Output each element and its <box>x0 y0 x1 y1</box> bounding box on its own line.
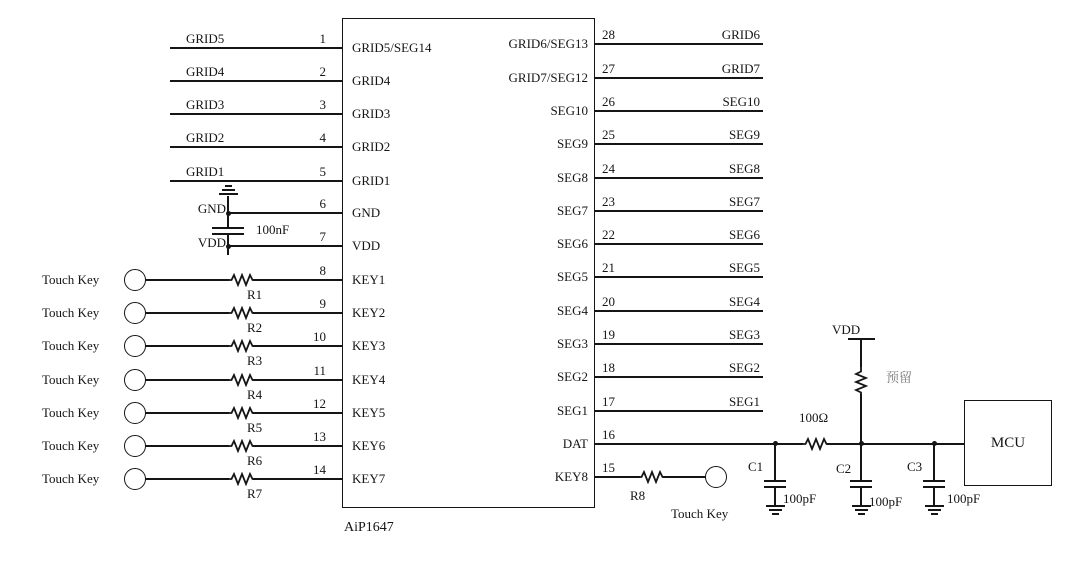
wire <box>595 143 763 145</box>
pullup-note-label: 预留 <box>886 370 913 385</box>
pin-number: 7 <box>319 229 326 244</box>
wire <box>595 410 763 412</box>
wire <box>595 476 640 478</box>
pin-inner-label: GRID6/SEG13 <box>508 36 588 51</box>
pullup-resistor-icon <box>854 367 868 395</box>
pin-outer-label: GRID3 <box>186 97 225 112</box>
resistor-label: R8 <box>630 488 646 503</box>
pin-number: 14 <box>313 462 326 477</box>
capacitor-value-label: 100pF <box>783 491 817 506</box>
pin-number: 19 <box>602 327 615 342</box>
pin-number: 2 <box>319 64 326 79</box>
resistor-label: R4 <box>247 387 263 402</box>
wire <box>933 444 935 480</box>
junction-dot <box>226 244 231 249</box>
pin-number: 1 <box>319 31 326 46</box>
wire <box>145 279 229 281</box>
pin-outer-label: SEG6 <box>728 227 760 242</box>
resistor-icon <box>227 273 255 287</box>
junction-dot <box>226 211 231 216</box>
wire <box>595 310 763 312</box>
pin-number: 12 <box>313 396 326 411</box>
pin-inner-label: GRID5/SEG14 <box>352 40 432 55</box>
wire <box>145 312 229 314</box>
pin-inner-label: GRID1 <box>352 173 391 188</box>
wire <box>228 245 342 247</box>
pin-outer-label: SEG8 <box>728 161 760 176</box>
wire <box>170 180 342 182</box>
pin-inner-label: SEG3 <box>556 336 588 351</box>
capacitor-name-label: C2 <box>836 461 852 476</box>
touch-key-label: Touch Key <box>671 506 729 521</box>
wire <box>933 488 935 505</box>
pin-number: 20 <box>602 294 615 309</box>
resistor-icon <box>637 470 665 484</box>
pin-number: 3 <box>319 97 326 112</box>
mcu-box <box>964 400 1052 486</box>
resistor-icon <box>227 306 255 320</box>
dat-wire <box>827 443 964 445</box>
pin-inner-label: SEG4 <box>556 303 588 318</box>
touch-key-circle <box>124 335 146 357</box>
pin-number: 10 <box>313 329 326 344</box>
pin-inner-label: GRID4 <box>352 73 391 88</box>
touch-key-circle <box>124 402 146 424</box>
wire <box>145 445 229 447</box>
pin-number: 17 <box>602 394 615 409</box>
pin-number: 23 <box>602 194 615 209</box>
touch-key-label: Touch Key <box>42 305 100 320</box>
pin-number: 8 <box>319 263 326 278</box>
resistor-label: R2 <box>247 320 263 335</box>
wire <box>860 339 862 367</box>
pin-number: 27 <box>602 61 615 76</box>
pin-number: 16 <box>602 427 615 442</box>
resistor-icon <box>227 472 255 486</box>
touch-key-label: Touch Key <box>42 438 100 453</box>
touch-key-circle <box>124 468 146 490</box>
wire <box>253 478 342 480</box>
pin-number: 25 <box>602 127 615 142</box>
resistor-label: R6 <box>247 453 263 468</box>
pin-outer-label: SEG5 <box>728 260 760 275</box>
pin-inner-label: GND <box>352 205 381 220</box>
pin-inner-label: GRID2 <box>352 139 391 154</box>
resistor-icon <box>227 339 255 353</box>
wire <box>253 379 342 381</box>
pin-inner-label: KEY4 <box>352 372 386 387</box>
mcu-label: MCU <box>990 434 1026 451</box>
series-resistor-icon <box>801 437 829 451</box>
touch-key-circle <box>124 269 146 291</box>
pin-inner-label: SEG8 <box>556 170 588 185</box>
resistor-icon <box>227 439 255 453</box>
pin-number: 4 <box>319 130 326 145</box>
wire <box>145 379 229 381</box>
ic-name-label: AiP1647 <box>344 520 394 535</box>
touch-key-label: Touch Key <box>42 338 100 353</box>
pin-inner-label: SEG1 <box>556 403 588 418</box>
pin-inner-label: DAT <box>562 436 588 451</box>
pin-number: 11 <box>313 363 326 378</box>
wire <box>145 345 229 347</box>
wire <box>253 279 342 281</box>
wire <box>595 110 763 112</box>
touch-key-label: Touch Key <box>42 272 100 287</box>
wire <box>595 243 763 245</box>
touch-key-label: Touch Key <box>42 405 100 420</box>
pin-outer-label: SEG9 <box>728 127 760 142</box>
wire <box>860 394 862 444</box>
wire <box>860 444 862 480</box>
vdd-net-label: VDD <box>197 235 226 250</box>
resistor-label: R3 <box>247 353 263 368</box>
wire <box>145 412 229 414</box>
pin-outer-label: GRID2 <box>186 130 225 145</box>
wire <box>145 478 229 480</box>
pin-inner-label: KEY7 <box>352 471 386 486</box>
dat-wire <box>595 443 803 445</box>
wire <box>170 113 342 115</box>
wire <box>663 476 706 478</box>
pin-inner-label: SEG7 <box>556 203 588 218</box>
capacitor-value-label: 100pF <box>947 491 981 506</box>
wire <box>595 77 763 79</box>
wire <box>595 210 763 212</box>
pin-number: 18 <box>602 360 615 375</box>
wire <box>860 488 862 505</box>
wire <box>253 312 342 314</box>
ic-outline <box>342 18 595 508</box>
pin-number: 6 <box>319 196 326 211</box>
touch-key-circle <box>124 435 146 457</box>
pin-inner-label: KEY5 <box>352 405 386 420</box>
capacitor-value-label: 100pF <box>869 494 903 509</box>
pin-inner-label: KEY6 <box>352 438 386 453</box>
resistor-label: R5 <box>247 420 263 435</box>
gnd-net-label: GND <box>197 201 226 216</box>
pullup-vdd-label: VDD <box>832 322 861 337</box>
pin-number: 26 <box>602 94 615 109</box>
resistor-label: R1 <box>247 287 263 302</box>
wire <box>170 80 342 82</box>
pin-inner-label: SEG5 <box>556 269 588 284</box>
series-resistor-label: 100Ω <box>799 410 829 425</box>
pin-number: 9 <box>319 296 326 311</box>
pin-number: 5 <box>319 164 326 179</box>
pin-number: 13 <box>313 429 326 444</box>
wire <box>595 276 763 278</box>
wire <box>228 212 342 214</box>
pin-outer-label: SEG10 <box>722 94 760 109</box>
resistor-label: R7 <box>247 486 263 501</box>
pin-inner-label: KEY1 <box>352 272 386 287</box>
wire <box>595 177 763 179</box>
pin-inner-label: SEG10 <box>550 103 588 118</box>
resistor-icon <box>227 373 255 387</box>
pin-number: 24 <box>602 161 615 176</box>
touch-key-circle <box>124 369 146 391</box>
wire <box>774 488 776 505</box>
capacitor-name-label: C3 <box>907 459 923 474</box>
pin-outer-label: SEG2 <box>728 360 760 375</box>
wire <box>774 444 776 480</box>
pin-inner-label: SEG6 <box>556 236 588 251</box>
pin-outer-label: SEG3 <box>728 327 760 342</box>
pin-inner-label: VDD <box>352 238 381 253</box>
wire <box>253 345 342 347</box>
pin-inner-label: SEG2 <box>556 369 588 384</box>
pin-outer-label: GRID6 <box>721 27 760 42</box>
wire <box>595 376 763 378</box>
pin-outer-label: SEG7 <box>728 194 760 209</box>
touch-key-circle <box>705 466 727 488</box>
wire <box>595 343 763 345</box>
capacitor-name-label: C1 <box>748 459 764 474</box>
pin-outer-label: GRID4 <box>186 64 225 79</box>
touch-key-label: Touch Key <box>42 372 100 387</box>
pin-number: 21 <box>602 260 615 275</box>
pin-outer-label: SEG4 <box>728 294 760 309</box>
pin-number: 28 <box>602 27 615 42</box>
pin-outer-label: GRID7 <box>721 61 760 76</box>
pin-number: 15 <box>602 460 615 475</box>
resistor-icon <box>227 406 255 420</box>
wire <box>170 47 342 49</box>
pin-inner-label: SEG9 <box>556 136 588 151</box>
pin-inner-label: KEY8 <box>554 469 588 484</box>
decoupling-cap-value-label: 100nF <box>256 222 290 237</box>
wire <box>253 445 342 447</box>
wire <box>595 43 763 45</box>
pin-inner-label: GRID3 <box>352 106 391 121</box>
pin-inner-label: KEY3 <box>352 338 386 353</box>
touch-key-label: Touch Key <box>42 471 100 486</box>
pin-number: 22 <box>602 227 615 242</box>
pin-outer-label: GRID1 <box>186 164 225 179</box>
touch-key-circle <box>124 302 146 324</box>
pin-outer-label: GRID5 <box>186 31 225 46</box>
pin-inner-label: KEY2 <box>352 305 386 320</box>
pin-outer-label: SEG1 <box>728 394 760 409</box>
wire <box>253 412 342 414</box>
wire <box>170 146 342 148</box>
pin-inner-label: GRID7/SEG12 <box>508 70 588 85</box>
